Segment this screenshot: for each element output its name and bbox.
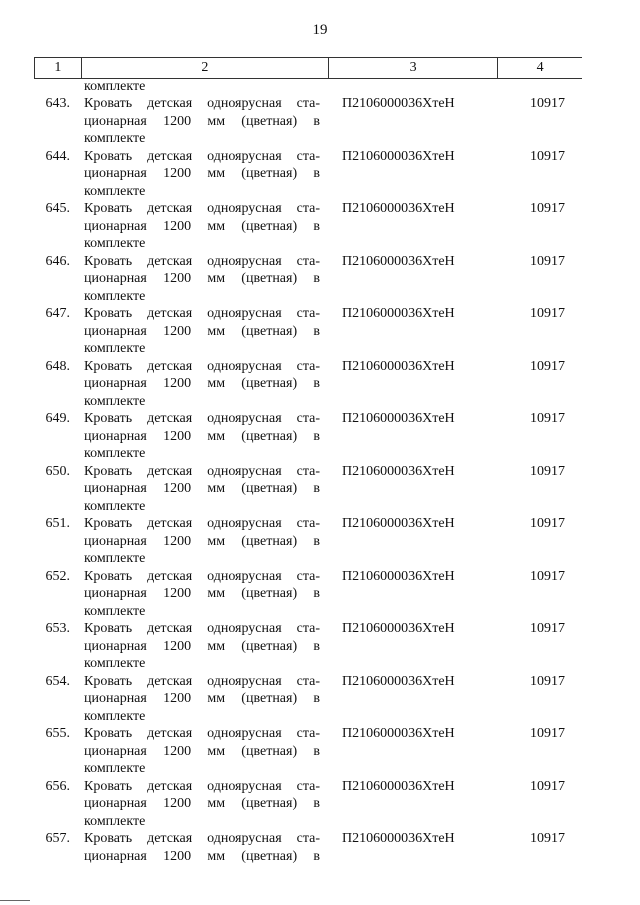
table-header	[34, 57, 582, 79]
description-line: комплекте	[84, 183, 146, 199]
row-code: П2106000036ХтеН	[342, 621, 455, 636]
row-description	[84, 515, 320, 568]
row-price: 10917	[530, 253, 565, 269]
description-line: комплекте	[84, 551, 146, 566]
description-line: ционарная 1200 мм (цветная) в	[84, 218, 320, 234]
description-line: комплекте	[84, 603, 146, 619]
description-line: Кровать детская одноярусная ста-	[84, 253, 320, 269]
row-number: 657.	[45, 831, 70, 846]
table-row	[34, 463, 582, 516]
description-line: комплекте	[84, 708, 146, 724]
row-number: 652.	[45, 568, 70, 584]
description-line: комплекте	[84, 288, 146, 304]
row-price: 10917	[530, 831, 565, 846]
row-price: 10917	[530, 726, 565, 741]
table-row	[34, 515, 582, 568]
description-line: Кровать детская одноярусная ста-	[84, 568, 320, 584]
description-line: ционарная 1200 мм (цветная) в	[84, 691, 320, 706]
description-line: ционарная 1200 мм (цветная) в	[84, 796, 320, 811]
description-line: Кровать детская одноярусная ста-	[84, 831, 320, 846]
row-number: 656.	[45, 778, 70, 794]
row-price: 10917	[530, 516, 565, 531]
description-line: комплекте	[84, 131, 146, 146]
row-code: П2106000036ХтеН	[342, 673, 455, 689]
row-code: П2106000036ХтеН	[342, 778, 455, 794]
description-line: комплекте	[84, 761, 146, 776]
description-line: ционарная 1200 мм (цветная) в	[84, 428, 320, 444]
column-header-1: 1	[34, 58, 82, 78]
column-header-4: 4	[536, 60, 544, 75]
table-row	[34, 410, 582, 463]
description-line: комплекте	[84, 236, 146, 251]
row-number: 646.	[45, 253, 70, 269]
description-line: комплекте	[84, 656, 146, 671]
table-row	[34, 253, 582, 306]
row-number: 649.	[45, 411, 70, 426]
row-code: П2106000036ХтеН	[342, 516, 455, 531]
row-code: П2106000036ХтеН	[342, 411, 455, 426]
row-price: 10917	[530, 778, 565, 794]
description-line: ционарная 1200 мм (цветная) в	[84, 113, 320, 129]
description-line: ционарная 1200 мм (цветная) в	[84, 848, 320, 864]
row-description	[84, 95, 320, 148]
description-line: Кровать детская одноярусная ста-	[84, 411, 320, 426]
table-row	[34, 673, 582, 726]
description-line: комплекте	[84, 393, 146, 409]
row-number: 648.	[45, 358, 70, 374]
row-code: П2106000036ХтеН	[342, 568, 455, 584]
table-row	[34, 620, 582, 673]
row-number: 644.	[45, 148, 70, 164]
description-line: ционарная 1200 мм (цветная) в	[84, 376, 320, 391]
table-row	[34, 358, 582, 411]
row-description	[84, 200, 320, 253]
row-description	[84, 148, 320, 201]
row-price: 10917	[530, 148, 565, 164]
row-price: 10917	[530, 201, 565, 216]
description-line: Кровать детская одноярусная ста-	[84, 673, 320, 689]
description-line: Кровать детская одноярусная ста-	[84, 358, 320, 374]
row-description	[84, 620, 320, 673]
description-line: комплекте	[84, 813, 146, 829]
page-number: 19	[312, 22, 328, 38]
description-line: Кровать детская одноярусная ста-	[84, 621, 320, 636]
row-price: 10917	[530, 358, 565, 374]
row-code: П2106000036ХтеН	[342, 463, 455, 479]
description-line: Кровать детская одноярусная ста-	[84, 463, 320, 479]
description-line: ционарная 1200 мм (цветная) в	[84, 166, 320, 181]
table-row	[34, 568, 582, 621]
row-number: 647.	[45, 306, 70, 321]
description-line: Кровать детская одноярусная ста-	[84, 778, 320, 794]
row-price: 10917	[530, 463, 565, 479]
row-price: 10917	[530, 673, 565, 689]
row-description	[84, 305, 320, 358]
table-row	[34, 305, 582, 358]
column-header-2: 2	[82, 58, 329, 78]
row-description	[84, 568, 320, 621]
row-code: П2106000036ХтеН	[342, 201, 455, 216]
row-price: 10917	[530, 568, 565, 584]
table-row	[34, 95, 582, 148]
row-number: 650.	[45, 463, 70, 479]
row-description	[84, 463, 320, 516]
table-row	[34, 778, 582, 831]
row-code: П2106000036ХтеН	[342, 148, 455, 164]
row-number: 653.	[45, 621, 70, 636]
description-line: ционарная 1200 мм (цветная) в	[84, 638, 320, 654]
description-line: Кровать детская одноярусная ста-	[84, 148, 320, 164]
row-description	[84, 778, 320, 831]
continuation-text: комплекте	[84, 79, 146, 94]
row-description	[84, 253, 320, 306]
row-description	[84, 725, 320, 778]
row-price: 10917	[530, 306, 565, 321]
description-line: Кровать детская одноярусная ста-	[84, 516, 320, 531]
table-row	[34, 200, 582, 253]
table-row	[34, 725, 582, 778]
description-line: ционарная 1200 мм (цветная) в	[84, 271, 320, 286]
description-line: комплекте	[84, 498, 146, 514]
description-line: ционарная 1200 мм (цветная) в	[84, 323, 320, 339]
row-code: П2106000036ХтеН	[342, 831, 455, 846]
row-code: П2106000036ХтеН	[342, 96, 455, 111]
table-body	[34, 95, 582, 883]
description-line: Кровать детская одноярусная ста-	[84, 96, 320, 111]
row-description	[84, 673, 320, 726]
row-code: П2106000036ХтеН	[342, 358, 455, 374]
description-line: ционарная 1200 мм (цветная) в	[84, 586, 320, 601]
row-number: 643.	[45, 96, 70, 111]
description-line: ционарная 1200 мм (цветная) в	[84, 743, 320, 759]
row-number: 655.	[45, 726, 70, 741]
description-line: ционарная 1200 мм (цветная) в	[84, 533, 320, 549]
row-price: 10917	[530, 621, 565, 636]
description-line: Кровать детская одноярусная ста-	[84, 726, 320, 741]
row-number: 645.	[45, 201, 70, 216]
description-line: Кровать детская одноярусная ста-	[84, 306, 320, 321]
row-price: 10917	[530, 411, 565, 426]
row-description	[84, 410, 320, 463]
row-number: 651.	[45, 516, 70, 531]
row-number: 654.	[45, 673, 70, 689]
row-description	[84, 830, 320, 865]
description-line: Кровать детская одноярусная ста-	[84, 201, 320, 216]
row-code: П2106000036ХтеН	[342, 306, 455, 321]
row-code: П2106000036ХтеН	[342, 253, 455, 269]
table-row	[34, 148, 582, 201]
row-code: П2106000036ХтеН	[342, 726, 455, 741]
table-row	[34, 830, 582, 883]
row-price: 10917	[530, 96, 565, 111]
description-line: комплекте	[84, 341, 146, 356]
page-edge-mark	[0, 900, 30, 901]
row-description	[84, 358, 320, 411]
description-line: комплекте	[84, 446, 146, 461]
column-header-3: 3	[329, 58, 498, 78]
description-line: ционарная 1200 мм (цветная) в	[84, 481, 320, 496]
